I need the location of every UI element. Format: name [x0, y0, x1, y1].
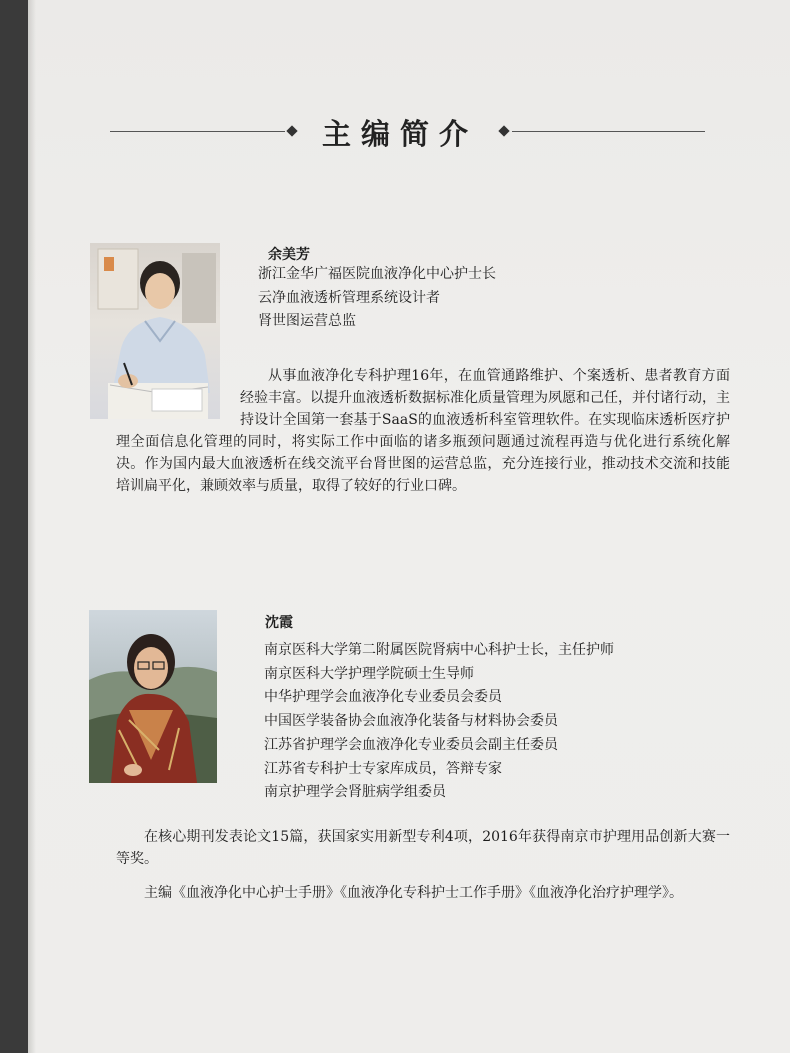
photo-wrap-spacer: [116, 364, 240, 430]
header-rule-right: [512, 131, 705, 132]
page-title: 主编简介: [321, 117, 478, 151]
editor1-bio-head: [116, 365, 730, 497]
editor2-name: 沈霞: [265, 615, 293, 631]
role-item: 云净血液透析管理系统设计者: [258, 289, 440, 306]
editor2-roles: [264, 639, 614, 805]
role-item: 浙江金华广福医院血液净化中心护士长: [258, 266, 496, 282]
editor1-roles: [258, 263, 496, 334]
diamond-ornament-icon: [286, 125, 297, 136]
page-spine-shadow: [28, 0, 36, 1053]
editor2-portrait: [89, 610, 217, 783]
role-item: 江苏省护理学会血液净化专业委员会副主任委员: [264, 736, 558, 753]
role-item: 南京护理学会肾脏病学组委员: [264, 784, 446, 801]
role-item: 中国医学装备协会血液净化装备与材料协会委员: [264, 713, 558, 730]
header-rule-left: [110, 131, 285, 132]
role-item: 肾世图运营总监: [258, 313, 356, 330]
editor2-bio-paragraph: 主编《血液净化中心护士手册》《血液净化专科护士工作手册》《血液净化治疗护理学》。: [144, 885, 683, 901]
role-item: 中华护理学会血液净化专业委员会委员: [264, 689, 502, 706]
editor1-name: 余美芳: [268, 247, 310, 263]
role-item: 江苏省专科护士专家库成员，答辩专家: [264, 760, 502, 777]
editor2-bio-paragraph: 在核心期刊发表论文15篇，获国家实用新型专利4项，2016年获得南京市护理用品创新大赛一等奖。: [116, 829, 730, 867]
editor1-bio: 从事血液净化专科护理16年，在血管通路维护、个案透析、患者教育方面经验丰富。以提升血液透析数据标准化质量管理为夙愿和己任，并付诸行动，主持设计全国第一套基于SaaS的血液透析科室管理软件。在实现临床透析医疗护理全面信息化管理的同时，将实际工作中面临的诸多瓶颈问题通过流程再造与优化进行系统化解决。作为国内最大血液透析在线交流平台肾世图的运营总监，充分连接行业，推动技术交流和技能培训扁平化，兼顾效率与质量，取得了较好的行业口碑。: [116, 368, 730, 494]
role-item: 南京医科大学第二附属医院肾病中心科护士长，主任护师: [264, 642, 614, 658]
book-page: [28, 0, 790, 1053]
diamond-ornament-icon: [498, 125, 509, 136]
role-item: 南京医科大学护理学院硕士生导师: [264, 665, 474, 682]
section-header: [110, 112, 710, 156]
